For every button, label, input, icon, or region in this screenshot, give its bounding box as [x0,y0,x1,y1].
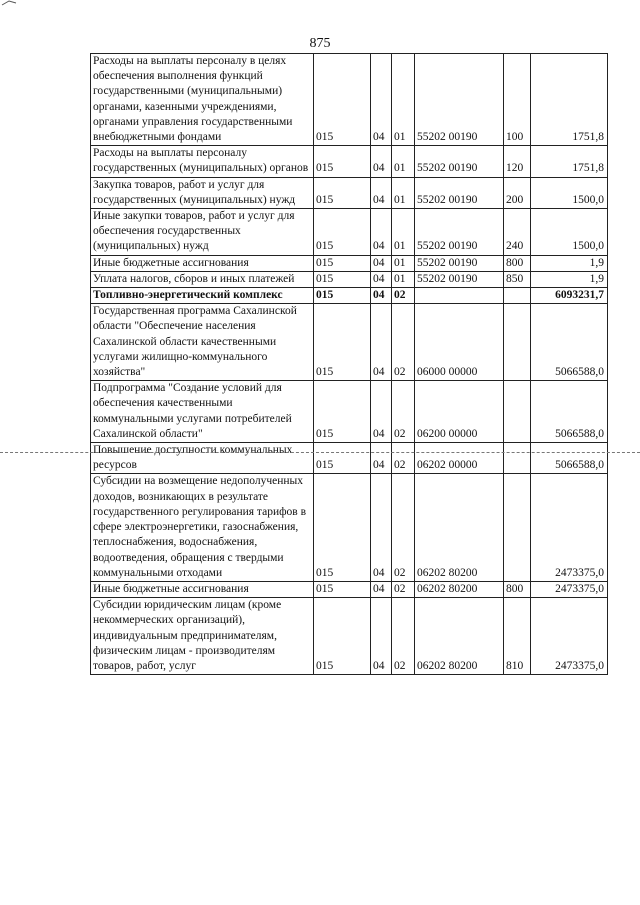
cell-subsection: 02 [392,581,415,597]
table-row [91,54,608,146]
cell-ministry: 015 [314,581,371,597]
cell-amount: 1500,0 [531,209,608,256]
cell-name: Расходы на выплаты персоналу в целях обеспечения выполнения функций государственными (муниципальными) органами, казенными учреждениями, органами управления государственными внебюджетными фондами [91,54,314,146]
scan-mark-icon [0,0,18,6]
cell-name: Расходы на выплаты персоналу государственных (муниципальных) органов [91,146,314,177]
cell-name: Иные закупки товаров, работ и услуг для обеспечения государственных (муниципальных) нужд [91,209,314,256]
cell-amount: 1,9 [531,255,608,271]
cell-amount: 1500,0 [531,177,608,208]
cell-expense-type: 800 [504,581,531,597]
cell-name: Иные бюджетные ассигнования [91,255,314,271]
cell-target-article [415,288,504,304]
cell-expense-type: 240 [504,209,531,256]
cell-section: 04 [371,54,392,146]
cell-ministry: 015 [314,209,371,256]
cell-ministry: 015 [314,598,371,675]
cell-subsection: 02 [392,381,415,443]
cell-expense-type [504,288,531,304]
cell-ministry: 015 [314,381,371,443]
cell-section: 04 [371,288,392,304]
cell-subsection: 01 [392,209,415,256]
cell-expense-type: 200 [504,177,531,208]
cell-expense-type: 800 [504,255,531,271]
cell-subsection: 01 [392,54,415,146]
cell-target-article: 06202 80200 [415,581,504,597]
cell-target-article: 55202 00190 [415,54,504,146]
cell-ministry: 015 [314,474,371,581]
table-row [91,288,608,304]
cell-target-article: 55202 00190 [415,209,504,256]
cell-amount: 5066588,0 [531,304,608,381]
cell-amount: 2473375,0 [531,598,608,675]
cell-name: Субсидии на возмещение недополученных доходов, возникающих в результате государственного регулирования тарифов в сфере электроэнергетики, газоснабжения, теплоснабжения, водоснабжения, водоотведения, обращения с твердыми коммунальными отходами [91,474,314,581]
cell-ministry: 015 [314,177,371,208]
cell-section: 04 [371,443,392,474]
cell-subsection: 02 [392,288,415,304]
table-row [91,598,608,675]
page-number: 875 [309,36,331,51]
cell-subsection: 02 [392,474,415,581]
cell-name: Субсидии юридическим лицам (кроме некоммерческих организаций), индивидуальным предпринимателям, физическим лицам - производителям товаров, работ, услуг [91,598,314,675]
cell-section: 04 [371,581,392,597]
cell-name: Иные бюджетные ассигнования [91,581,314,597]
cell-subsection: 01 [392,177,415,208]
cell-ministry: 015 [314,271,371,287]
cell-subsection: 02 [392,443,415,474]
cell-name: Уплата налогов, сборов и иных платежей [91,271,314,287]
cell-target-article: 55202 00190 [415,146,504,177]
cell-ministry: 015 [314,304,371,381]
table-row [91,581,608,597]
cell-amount: 2473375,0 [531,474,608,581]
cell-subsection: 02 [392,598,415,675]
table-row [91,443,608,474]
cell-section: 04 [371,598,392,675]
cell-target-article: 55202 00190 [415,271,504,287]
table-row [91,271,608,287]
cell-section: 04 [371,304,392,381]
cell-amount: 6093231,7 [531,288,608,304]
cell-expense-type [504,381,531,443]
table-row [91,255,608,271]
cell-name: Топливно-энергетический комплекс [91,288,314,304]
cell-expense-type [504,474,531,581]
cell-target-article: 55202 00190 [415,255,504,271]
cell-ministry: 015 [314,443,371,474]
cell-name: Закупка товаров, работ и услуг для государственных (муниципальных) нужд [91,177,314,208]
cell-target-article: 55202 00190 [415,177,504,208]
cell-expense-type: 850 [504,271,531,287]
cell-subsection: 01 [392,255,415,271]
cell-target-article: 06000 00000 [415,304,504,381]
cell-ministry: 015 [314,146,371,177]
cell-section: 04 [371,209,392,256]
cell-amount: 2473375,0 [531,581,608,597]
cell-section: 04 [371,177,392,208]
cell-amount: 1751,8 [531,146,608,177]
cell-section: 04 [371,255,392,271]
cell-ministry: 015 [314,288,371,304]
cell-subsection: 01 [392,146,415,177]
cell-amount: 5066588,0 [531,381,608,443]
cell-expense-type [504,304,531,381]
table-row [91,381,608,443]
cell-section: 04 [371,381,392,443]
budget-table [90,53,608,675]
cell-name: Государственная программа Сахалинской области "Обеспечение населения Сахалинской области качественными услугами жилищно-коммунального хозяйства" [91,304,314,381]
cell-expense-type: 100 [504,54,531,146]
cell-expense-type: 120 [504,146,531,177]
cell-section: 04 [371,271,392,287]
table-row [91,474,608,581]
cell-name: Повышение доступности коммунальных ресурсов [91,443,314,474]
cell-target-article: 06202 80200 [415,474,504,581]
cell-target-article: 06200 00000 [415,381,504,443]
cell-amount: 5066588,0 [531,443,608,474]
cell-ministry: 015 [314,54,371,146]
cell-section: 04 [371,146,392,177]
cell-ministry: 015 [314,255,371,271]
cell-section: 04 [371,474,392,581]
scan-fold-line [0,452,640,453]
cell-expense-type [504,443,531,474]
table-row [91,304,608,381]
cell-expense-type: 810 [504,598,531,675]
cell-target-article: 06202 00000 [415,443,504,474]
cell-name: Подпрограмма "Создание условий для обеспечения качественными коммунальными услугами потребителей Сахалинской области" [91,381,314,443]
cell-subsection: 01 [392,271,415,287]
table-row [91,209,608,256]
table-row [91,177,608,208]
cell-target-article: 06202 80200 [415,598,504,675]
cell-amount: 1751,8 [531,54,608,146]
cell-amount: 1,9 [531,271,608,287]
cell-subsection: 02 [392,304,415,381]
table-row [91,146,608,177]
